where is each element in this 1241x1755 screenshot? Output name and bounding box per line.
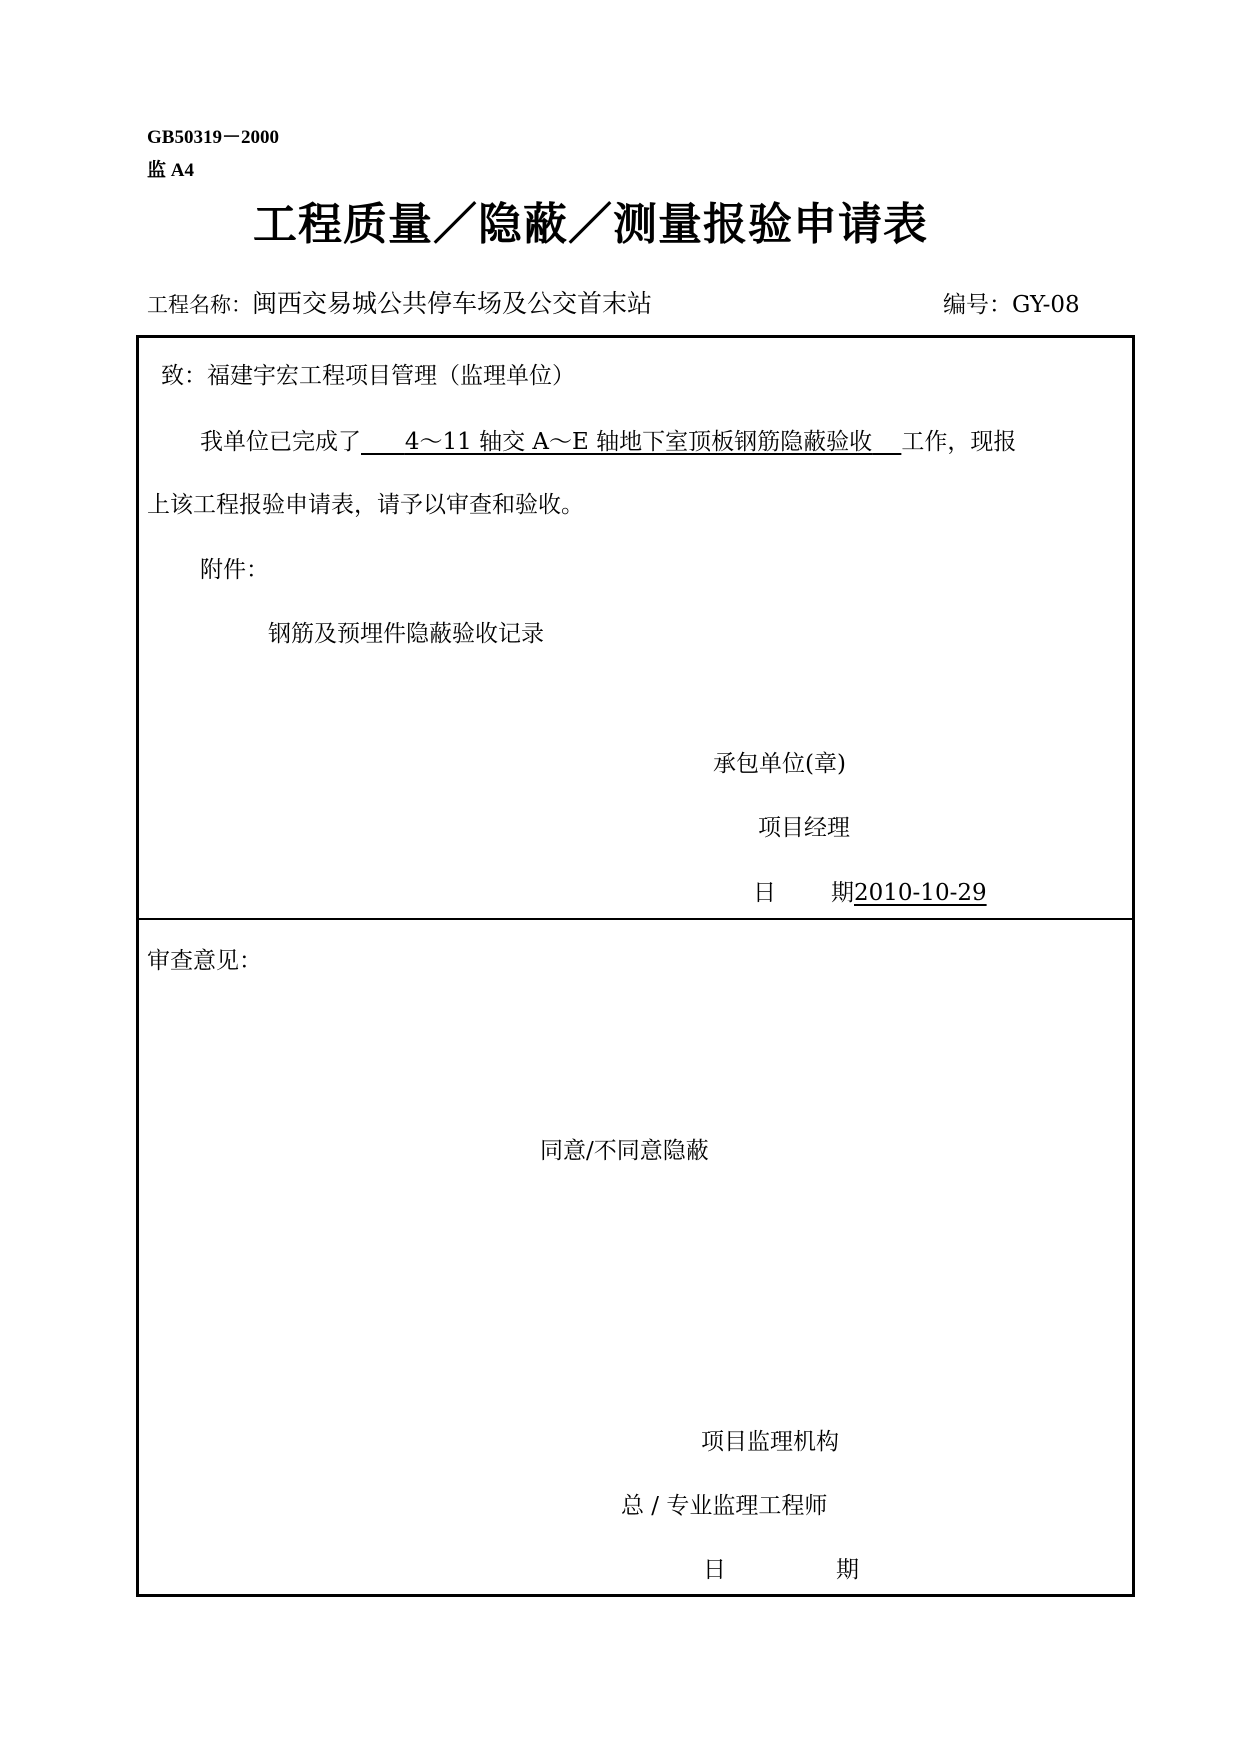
review-date-row: [703, 1551, 859, 1584]
addressee-line: 致：福建宇宏工程项目管理（监理单位）: [161, 363, 575, 389]
project-name-value: 闽西交易城公共停车场及公交首末站: [252, 289, 653, 318]
application-date-value: 2010-10-29: [854, 880, 987, 906]
standard-code: GB50319－2000: [147, 127, 279, 148]
form-frame: [136, 335, 1135, 1597]
application-date-row: [753, 874, 987, 907]
intro-second-line: 上该工程报验申请表，请予以审查和验收。: [147, 492, 584, 518]
contractor-label: 承包单位(章): [713, 751, 846, 777]
attachment-item: 钢筋及预埋件隐蔽验收记录: [268, 621, 544, 647]
project-number-value: GY-08: [1012, 292, 1080, 318]
project-name-row: [147, 284, 652, 320]
work-item: [361, 429, 901, 455]
form-code: 监 A4: [147, 160, 194, 181]
date-label-day: 日: [753, 880, 776, 906]
intro-prefix: 我单位已完成了: [200, 429, 361, 455]
page-title: 工程质量／隐蔽／测量报验申请表: [253, 199, 928, 250]
work-item-text: 4～11 轴交 A～E 轴地下室顶板钢筋隐蔽验收: [404, 429, 873, 455]
project-number-row: [943, 286, 1080, 319]
section-divider: [136, 918, 1135, 920]
review-opinion-text: 同意/不同意隐蔽: [540, 1138, 709, 1164]
attachment-label: 附件：: [200, 557, 269, 583]
project-name-label: 工程名称：: [147, 293, 252, 317]
review-date-label-period: 期: [836, 1557, 859, 1583]
review-date-label-day: 日: [703, 1557, 726, 1583]
review-opinion-label: 审查意见：: [147, 948, 262, 974]
supervising-engineer-label: 总 / 专业监理工程师: [621, 1493, 828, 1519]
supervision-agency-label: 项目监理机构: [701, 1429, 839, 1455]
manager-label: 项目经理: [758, 815, 850, 841]
project-number-label: 编号：: [943, 292, 1012, 318]
intro-suffix: 工作，现报: [901, 429, 1017, 455]
date-label-period: 期: [831, 880, 854, 906]
intro-line: [200, 423, 1016, 456]
